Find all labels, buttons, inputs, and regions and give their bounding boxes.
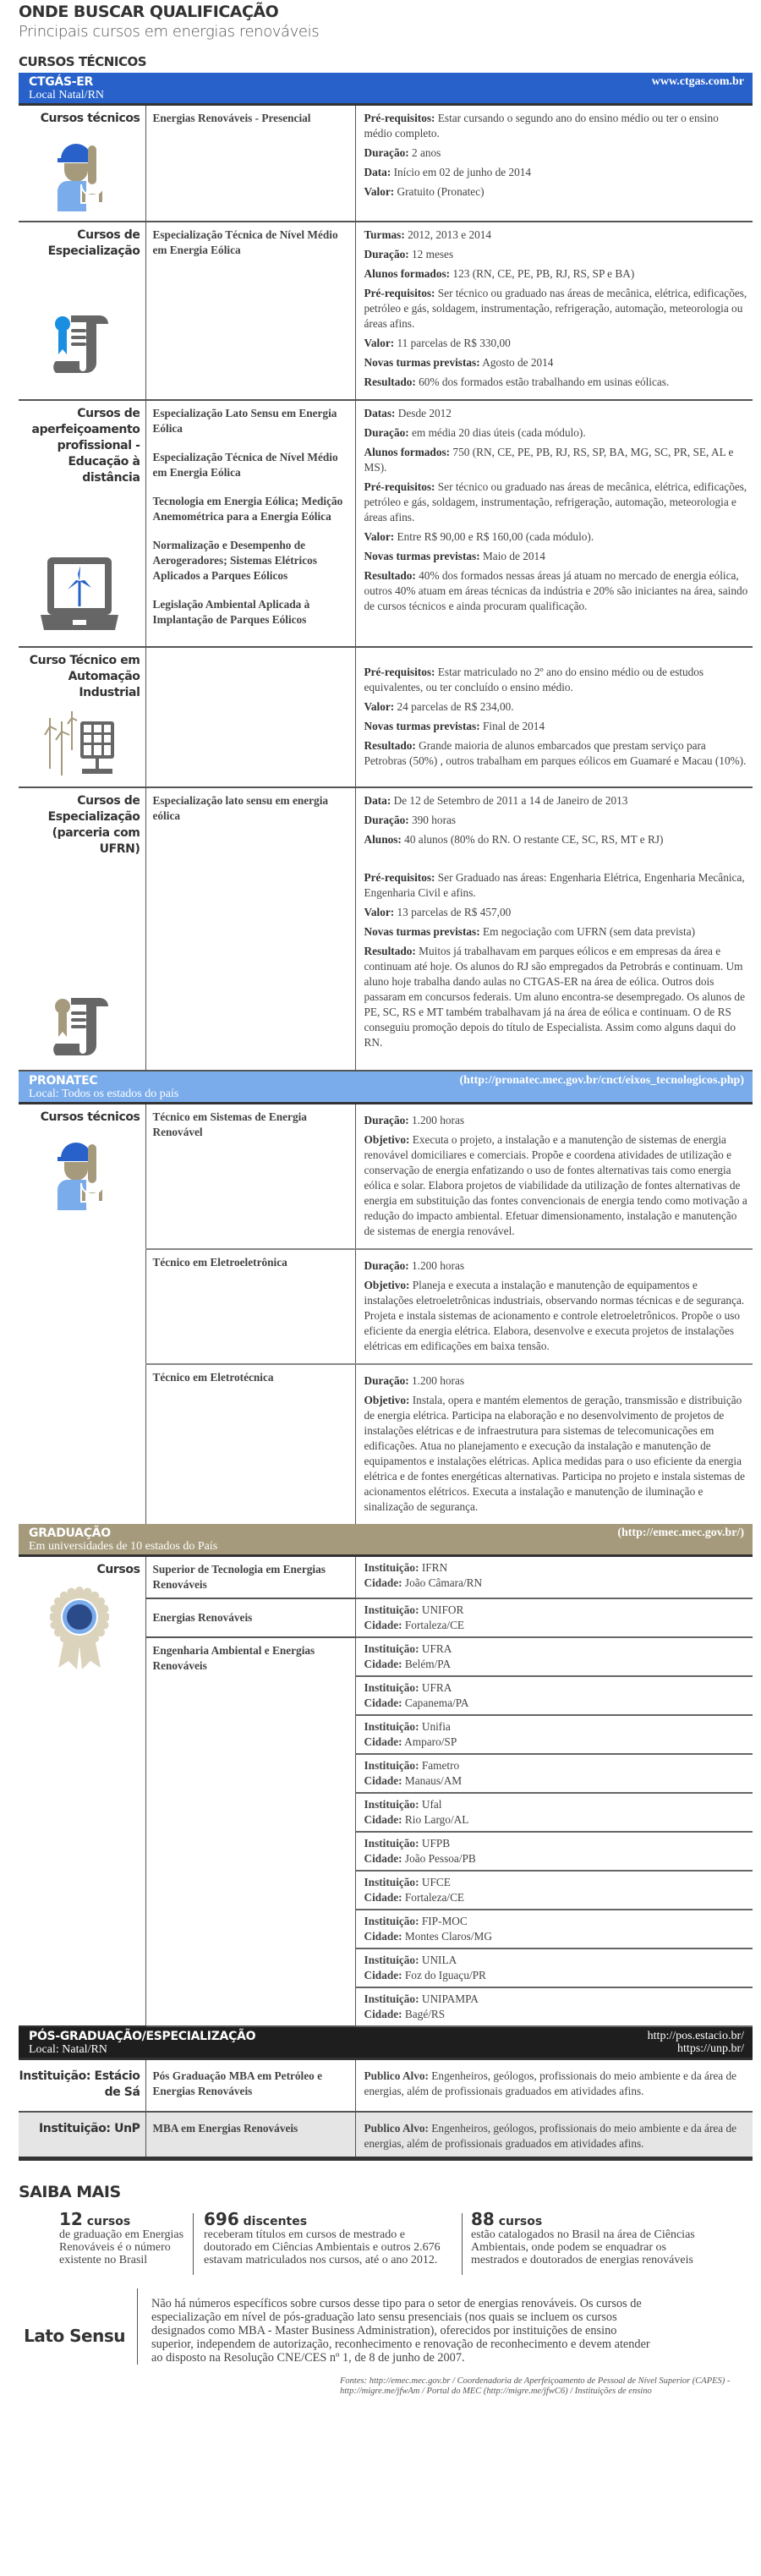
graduacao-table xyxy=(19,1557,753,2027)
detail-item xyxy=(364,145,750,161)
course-name: Técnico em Eletroeletrônica xyxy=(152,1256,287,1269)
detail-label: Pré-requisitos: xyxy=(364,112,435,124)
course-name: Legislação Ambiental Aplicada à Implantação de Parques Eólicos xyxy=(152,598,310,626)
institution-label: Instituição: xyxy=(364,1837,419,1850)
detail-item xyxy=(364,549,750,564)
detail-label: Alunos: xyxy=(364,833,402,846)
detail-value: Instala, opera e mantém elementos de geração, transmissão e distribuição de energia elétrica. Participa na elaboração e no desenvolvimento de projetos de instalações elétricas e de infraestrutura para sistemas de telecomunicações em edificações. Atua no planejamento e execução da instalação e manutenção de equipamentos e instalações elétricas. Aplica medidas para o uso eficiente da energia elétrica e de fontes energéticas alternativas. Participa no projeto e instala sistemas de acionamentos elétricos. Executa a instalação e manutenção de iluminação e sinalização de segurança. xyxy=(364,1394,746,1513)
detail-label: Duração: xyxy=(364,1374,409,1387)
detail-item xyxy=(364,286,750,332)
detail-item xyxy=(364,184,750,200)
pos-local: Local: Natal/RN xyxy=(29,2043,107,2056)
pronatec-local: Local: Todos os estados do país xyxy=(29,1088,179,1100)
detail-label: Objetivo: xyxy=(364,1394,410,1406)
detail-value: 40 alunos (80% do RN. O restante CE, SC, RS, MT e RJ) xyxy=(401,833,664,846)
category-label: Curso Técnico em Automação Industrial xyxy=(29,654,140,699)
city-value: Montes Claros/MG xyxy=(402,1930,492,1943)
detail-label: Alunos formados: xyxy=(364,267,451,280)
city-label: Cidade: xyxy=(364,1735,402,1748)
award-rosette-icon xyxy=(19,1587,140,1675)
detail-value: Agosto de 2014 xyxy=(479,356,554,369)
institution-value: UFCE xyxy=(419,1876,451,1888)
detail-value: Engenheiros, geólogos, profissionais do meio ambiente e da área de energias, além de profissionais graduados em atividades afins. xyxy=(364,2122,737,2150)
ctgas-row xyxy=(19,106,753,222)
detail-item xyxy=(364,445,750,475)
diploma-scroll-icon xyxy=(19,993,140,1065)
detail-label: Novas turmas previstas: xyxy=(364,356,480,369)
detail-label: Duração: xyxy=(364,426,409,439)
institution-value: FIP-MOC xyxy=(419,1915,468,1927)
graduacao-name: GRADUAÇÃO xyxy=(29,1526,111,1540)
course-name: Especialização Técnica de Nível Médio em Energia Eólica xyxy=(152,451,338,479)
institution-label: Instituição: xyxy=(364,1561,419,1574)
stat-number: 12 xyxy=(59,2209,83,2229)
ctgas-url-link[interactable]: www.ctgas.com.br xyxy=(651,75,744,88)
course-name: Superior de Tecnologia em Energias Renováveis xyxy=(152,1563,326,1591)
stat-text: estão catalogados no Brasil na área de Ciências Ambientais, onde podem se enquadrar os mestrados e doutorados de energias renováveis xyxy=(471,2228,695,2266)
city-value: Manaus/AM xyxy=(402,1774,463,1787)
detail-value: Gratuito (Pronatec) xyxy=(394,185,485,198)
detail-label: Resultado: xyxy=(364,739,416,752)
stat-unit: discentes xyxy=(238,2215,308,2228)
lato-sensu-text: Não há números específicos sobre cursos desse tipo para o setor de energias renováveis. Os cursos de especialização em nível de pós-graduação lato sensu presenciais (nos quais se incluem os cursos designados como MBA - Master Business Administration), oferecidos por instituições de ensino superior, independem de autorização, reconhecimento e renovação de reconhecimento e devem atender ao disposto na Resolução CNE/CES nº 1, de 8 de junho de 2007. xyxy=(137,2288,661,2365)
page-title: ONDE BUSCAR QUALIFICAÇÃO xyxy=(19,3,279,21)
ctgas-table xyxy=(19,106,753,1072)
institution-label: Instituição: xyxy=(364,1915,419,1927)
detail-value: 60% dos formados estão trabalhando em usinas eólicas. xyxy=(415,375,670,388)
institution-label: Instituição: xyxy=(364,1720,419,1733)
city-label: Cidade: xyxy=(364,1576,402,1589)
course-name: Energias Renováveis - Presencial xyxy=(152,112,311,124)
ctgas-row xyxy=(19,400,753,647)
detail-label: Duração: xyxy=(364,146,409,159)
detail-label: Valor: xyxy=(364,337,395,349)
pos-url-estacio-link[interactable]: http://pos.estacio.br/ xyxy=(647,2030,744,2042)
institution-value: UNIFOR xyxy=(419,1603,464,1616)
institution-label: Instituição: UnP xyxy=(39,2122,140,2135)
detail-item xyxy=(364,813,750,828)
detail-label: Objetivo: xyxy=(364,1279,410,1291)
pos-name: PÓS-GRADUAÇÃO/ESPECIALIZAÇÃO xyxy=(29,2030,256,2043)
detail-label: Resultado: xyxy=(364,945,416,957)
institution-label: Instituição: xyxy=(364,1876,419,1888)
pos-table xyxy=(19,2060,753,2161)
detail-label: Duração: xyxy=(364,814,409,826)
stat-number: 696 xyxy=(204,2209,239,2229)
detail-label: Pré-requisitos: xyxy=(364,287,435,299)
detail-item xyxy=(364,355,750,370)
graduacao-row xyxy=(19,1557,753,1598)
detail-value: 12 meses xyxy=(408,248,454,260)
detail-value: Planeja e executa a instalação e manutenção de equipamentos e instalações eletroeletrônicas industriais, observando normas técnicas e de segurança. Projeta e instala sistemas de acionamento e controle eletroeletrônicos. Propõe o uso eficiente da energia elétrica. Elabora, desenvolve e executa projetos de instalações elétricas em edificações em baixa tensão. xyxy=(364,1279,745,1352)
detail-value: Muitos já trabalhavam em parques eólicos e em empresas da área e continuam até hoje. Os alunos do RJ são empregados da Petrobrás e continuam. Um aluno hoje trabalha dando aulas no CTGAS-ER na área de eólica. Outros dois passaram em concursos federais. Um aluno encontra-se desempregado. Os alunos de PE, SC, RS e MT também trabalhavam já na área de eólica e continuam. O de RS conseguiu promoção depois do título de Especialista. Assim como alguns daqui do RN. xyxy=(364,945,745,1049)
detail-label: Objetivo: xyxy=(364,1133,410,1146)
detail-value: 123 (RN, CE, PE, PB, RJ, RS, SP e BA) xyxy=(450,267,635,280)
detail-label: Turmas: xyxy=(364,228,405,241)
institution-value: IFRN xyxy=(419,1561,448,1574)
detail-label: Duração: xyxy=(364,1114,409,1126)
sources-note: Fontes: http://emec.mec.gov.br / Coordenadoria de Aperfeiçoamento de Pessoal de Nível Superior (CAPES) - http://migre.me/jfwAm / Portal do MEC (http://migre.me/jfwC6) / Instituições de ensino xyxy=(340,2376,731,2396)
detail-value: Maio de 2014 xyxy=(479,550,545,562)
detail-value: 390 horas xyxy=(408,814,457,826)
detail-value: 1.200 horas xyxy=(408,1259,465,1272)
city-label: Cidade: xyxy=(364,1969,402,1981)
pos-row xyxy=(19,2112,753,2159)
category-label: Cursos técnicos xyxy=(40,1110,140,1124)
detail-value: em média 20 dias úteis (cada módulo). xyxy=(408,426,586,439)
stat-catalog-courses xyxy=(462,2209,715,2275)
pronatec-url-link[interactable]: (http://pronatec.mec.gov.br/cnct/eixos_tecnologicos.php) xyxy=(459,1074,744,1087)
detail-value: Estar cursando o segundo ano do ensino médio ou ter o ensino médio completo. xyxy=(364,112,719,140)
stat-unit: cursos xyxy=(494,2215,543,2228)
city-value: Foz do Iguaçu/PR xyxy=(402,1969,486,1981)
detail-label: Resultado: xyxy=(364,569,416,582)
detail-label: Data: xyxy=(364,794,391,807)
institution-label: Instituição: xyxy=(364,1759,419,1772)
detail-label: Valor: xyxy=(364,906,395,918)
detail-item xyxy=(364,375,750,390)
detail-item xyxy=(364,529,750,545)
detail-item xyxy=(364,793,750,808)
category-label: Cursos de Especialização (parceria com UFRN) xyxy=(47,794,140,856)
institution-value: UFPB xyxy=(419,1837,451,1850)
detail-label: Valor: xyxy=(364,700,395,713)
pos-row xyxy=(19,2060,753,2112)
pos-header xyxy=(19,2027,753,2060)
detail-value: De 12 de Setembro de 2011 a 14 de Janeiro de 2013 xyxy=(391,794,628,807)
pronatec-name: PRONATEC xyxy=(29,1074,98,1088)
detail-item xyxy=(364,738,750,769)
graduacao-local: Em universidades de 10 estados do País xyxy=(29,1540,218,1553)
detail-item xyxy=(364,480,750,525)
institution-value: UFRA xyxy=(419,1642,452,1655)
institution-value: Unifia xyxy=(419,1720,451,1733)
detail-item xyxy=(364,1373,750,1389)
detail-value: Desde 2012 xyxy=(395,407,452,419)
city-label: Cidade: xyxy=(364,2008,402,2020)
detail-value: Executa o projeto, a instalação e a manutenção de sistemas de energia renovável domiciliares e comerciais. Propõe e coordena atividades de utilização e conservação de energia enfatizando o uso de fontes alternativas tais como energia eólica e solar. Elabora projetos de viabilidade da utilização de fontes alternativas de energia em substituição das fontes convencionais de energia tendo como motivação a redução do impacto ambiental. Efetuar dimensionamento, instalação e manutenção de sistemas de energia renovável. xyxy=(364,1133,747,1237)
institution-label: Instituição: xyxy=(364,1798,419,1811)
worker-wrench-icon xyxy=(19,1134,140,1214)
stat-students xyxy=(193,2209,462,2275)
wind-solar-panel-icon xyxy=(19,710,140,781)
ctgas-header xyxy=(19,73,753,106)
institution-label: Instituição: xyxy=(364,1992,419,2005)
detail-value: 2 anos xyxy=(408,146,441,159)
city-label: Cidade: xyxy=(364,1930,402,1943)
course-name: Engenharia Ambiental e Energias Renováveis xyxy=(152,1644,315,1672)
detail-item xyxy=(364,699,750,715)
detail-item xyxy=(364,832,750,847)
detail-value: Em negociação com UFRN (sem data prevista) xyxy=(479,925,696,938)
city-label: Cidade: xyxy=(364,1619,402,1631)
city-label: Cidade: xyxy=(364,1774,402,1787)
detail-item xyxy=(364,425,750,441)
course-name: Especialização lato sensu em energia eólica xyxy=(152,794,329,822)
detail-value: 13 parcelas de R$ 457,00 xyxy=(394,906,512,918)
stats-row xyxy=(19,2209,753,2275)
detail-item xyxy=(364,665,750,695)
graduacao-url-link[interactable]: (http://emec.mec.gov.br/) xyxy=(617,1526,744,1539)
detail-item xyxy=(364,247,750,262)
stat-text: de graduação em Energias Renováveis é o número existente no Brasil xyxy=(59,2228,184,2266)
detail-label: Data: xyxy=(364,166,391,178)
course-name: MBA em Energias Renováveis xyxy=(152,2122,298,2135)
city-value: João Câmara/RN xyxy=(402,1576,483,1589)
detail-item xyxy=(364,266,750,282)
stat-unit: cursos xyxy=(82,2215,131,2228)
detail-value: Entre R$ 90,00 e R$ 160,00 (cada módulo). xyxy=(394,530,594,543)
detail-label: Publico Alvo: xyxy=(364,2069,429,2082)
course-name: Especialização Lato Sensu em Energia Eólica xyxy=(152,407,337,435)
category-label: Cursos xyxy=(96,1563,140,1576)
laptop-wind-turbine-icon xyxy=(19,554,140,636)
detail-label: Pré-requisitos: xyxy=(364,871,435,884)
detail-value: Final de 2014 xyxy=(479,720,545,732)
city-value: Fortaleza/CE xyxy=(402,1619,465,1631)
page-subtitle: Principais cursos em energias renováveis xyxy=(19,23,320,41)
institution-label: Instituição: xyxy=(364,1681,419,1694)
institution-label: Instituição: xyxy=(364,1642,419,1655)
detail-item xyxy=(364,1258,750,1274)
ctgas-local: Local Natal/RN xyxy=(29,89,105,101)
graduacao-header xyxy=(19,1524,753,1557)
institution-value: Fametro xyxy=(419,1759,460,1772)
detail-label: Publico Alvo: xyxy=(364,2122,429,2135)
city-label: Cidade: xyxy=(364,1696,402,1709)
category-label: Cursos de Especialização xyxy=(47,228,140,258)
worker-wrench-icon xyxy=(19,135,140,216)
institution-label: Instituição: xyxy=(364,1603,419,1616)
detail-label: Novas turmas previstas: xyxy=(364,925,480,938)
detail-item xyxy=(364,406,750,421)
detail-value: 2012, 2013 e 2014 xyxy=(404,228,492,241)
detail-value: 750 (RN, CE, PE, PB, RJ, RS, SP, BA, MG, SC, PR, SE, AL e MS). xyxy=(364,446,734,474)
detail-item xyxy=(364,1132,750,1239)
ctgas-row xyxy=(19,787,753,1071)
detail-value: 1.200 horas xyxy=(408,1114,465,1126)
category-label: Cursos de aperfeiçoamento profissional - Educação à distância xyxy=(31,407,140,485)
city-value: Fortaleza/CE xyxy=(402,1891,465,1904)
detail-label: Novas turmas previstas: xyxy=(364,550,480,562)
pronatec-header xyxy=(19,1072,753,1104)
detail-item xyxy=(364,568,750,614)
course-name: Técnico em Eletrotécnica xyxy=(152,1371,274,1384)
city-label: Cidade: xyxy=(364,1891,402,1904)
ctgas-row xyxy=(19,647,753,787)
detail-item xyxy=(364,719,750,734)
course-name: Especialização Técnica de Nível Médio em Energia Eólica xyxy=(152,228,338,256)
section-title: CURSOS TÉCNICOS xyxy=(19,54,147,69)
detail-value: 40% dos formados nessas áreas já atuam no mercado de energia eólica, outros 40% atuam em áreas técnicas da indústria e 20% são iniciantes na área, saindo de cursos técnicos e ainda procuram qualificação. xyxy=(364,569,748,612)
institution-label: Instituição: xyxy=(364,1954,419,1966)
detail-item xyxy=(364,165,750,180)
detail-value: Estar matriculado no 2º ano do ensino médio ou de estudos equivalentes, ou ter concluído o ensino médio. xyxy=(364,666,704,693)
city-label: Cidade: xyxy=(364,1658,402,1670)
detail-item xyxy=(364,227,750,243)
institution-value: Ufal xyxy=(419,1798,442,1811)
detail-label: Pré-requisitos: xyxy=(364,666,435,678)
detail-item xyxy=(364,1278,750,1354)
institution-label: Instituição: Estácio de Sá xyxy=(19,2069,140,2099)
city-value: Bagé/RS xyxy=(402,2008,446,2020)
detail-value: Início em 02 de junho de 2014 xyxy=(391,166,532,178)
detail-value: Ser Graduado nas áreas: Engenharia Elétrica, Engenharia Mecânica, Engenharia Civil e afins. xyxy=(364,871,745,899)
detail-value: 1.200 horas xyxy=(408,1374,465,1387)
institution-value: UFRA xyxy=(419,1681,452,1694)
detail-item xyxy=(364,1113,750,1128)
ctgas-row xyxy=(19,222,753,400)
city-label: Cidade: xyxy=(364,1813,402,1826)
detail-value: Ser técnico ou graduado nas áreas de mecânica, elétrica, edificações, petróleo e gás, soldagem, instrumentação, refrigeração, automação, meteorologia e áreas afins. xyxy=(364,480,747,523)
detail-label: Valor: xyxy=(364,530,395,543)
institution-value: UNIPAMPA xyxy=(419,1992,479,2005)
course-name: Pós Graduação MBA em Petróleo e Energias Renováveis xyxy=(152,2069,323,2097)
lato-sensu-block xyxy=(19,2288,753,2365)
stat-text: receberam títulos em cursos de mestrado e doutorado em Ciências Ambientais e outros 2.676 estavam matriculados nos cursos, até o ano 2012. xyxy=(204,2228,441,2266)
saiba-mais-title: SAIBA MAIS xyxy=(19,2183,121,2201)
detail-label: Duração: xyxy=(364,1259,409,1272)
detail-item xyxy=(364,870,750,901)
city-label: Cidade: xyxy=(364,1852,402,1865)
institution-value: UNILA xyxy=(419,1954,457,1966)
lato-sensu-title: Lato Sensu xyxy=(24,2326,125,2346)
course-name: Normalização e Desempenho de Aerogeradores; Sistemas Elétricos Aplicados a Parques Eólicos xyxy=(152,539,317,582)
detail-item xyxy=(364,336,750,351)
detail-item xyxy=(364,924,750,940)
city-value: Capanema/PA xyxy=(402,1696,469,1709)
stat-number: 88 xyxy=(471,2209,495,2229)
detail-label: Duração: xyxy=(364,248,409,260)
city-value: João Pessoa/PB xyxy=(402,1852,476,1865)
detail-value: Grande maioria de alunos embarcados que prestam serviço para Petrobras (50%) , outros trabalham em parques eólicos em Guamaré e Macau (10%). xyxy=(364,739,747,767)
detail-label: Valor: xyxy=(364,185,395,198)
pos-url-unp-link[interactable]: https://unp.br/ xyxy=(677,2042,744,2055)
detail-label: Datas: xyxy=(364,407,396,419)
course-name: Tecnologia em Energia Eólica; Medição Anemométrica para a Energia Eólica xyxy=(152,495,343,523)
detail-label: Pré-requisitos: xyxy=(364,480,435,493)
diploma-scroll-icon xyxy=(19,310,140,382)
detail-value: 11 parcelas de R$ 330,00 xyxy=(394,337,511,349)
city-value: Amparo/SP xyxy=(402,1735,457,1748)
pronatec-row xyxy=(19,1104,753,1249)
detail-item xyxy=(364,1393,750,1515)
detail-value: Ser técnico ou graduado nas áreas de mecânica, elétrica, edificações, petróleo e gás, soldagem, instrumentação, refrigeração, automação, meteorologia ou áreas afins. xyxy=(364,287,747,330)
detail-value: Engenheiros, geólogos, profissionais do meio ambiente e da área de energias, além de profissionais graduados em atividades afins. xyxy=(364,2069,737,2097)
category-label: Cursos técnicos xyxy=(40,112,140,125)
city-value: Belém/PA xyxy=(402,1658,452,1670)
detail-label: Alunos formados: xyxy=(364,446,451,458)
detail-label: Resultado: xyxy=(364,375,416,388)
ctgas-name: CTGÁS-ER xyxy=(29,75,93,89)
detail-item xyxy=(364,905,750,920)
course-name: Técnico em Sistemas de Energia Renovável xyxy=(152,1110,307,1138)
course-name: Energias Renováveis xyxy=(152,1611,253,1624)
detail-item xyxy=(364,111,750,141)
stat-graduation-courses xyxy=(59,2209,193,2275)
detail-item xyxy=(364,944,750,1050)
pronatec-table xyxy=(19,1104,753,1524)
detail-label: Novas turmas previstas: xyxy=(364,720,480,732)
detail-value: 24 parcelas de R$ 234,00. xyxy=(394,700,514,713)
city-value: Rio Largo/AL xyxy=(402,1813,469,1826)
